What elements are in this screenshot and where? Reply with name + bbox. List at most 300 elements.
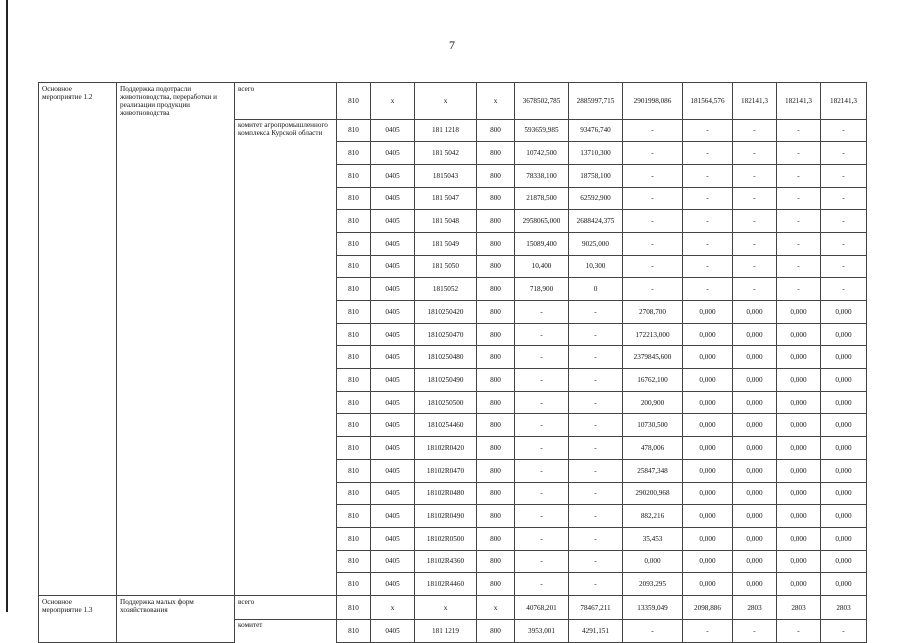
value-cell: 593659,985 (515, 119, 569, 142)
table-row (39, 232, 867, 255)
table-row (39, 142, 867, 165)
value-cell: 0,000 (733, 482, 777, 505)
activity-title-cell (117, 437, 235, 460)
activity-title-cell: Поддержка подотрасли животноводства, переработки и реализации продукции животноводства (117, 83, 235, 120)
table-row (39, 620, 867, 643)
value-cell: 810 (337, 414, 371, 437)
table-row (39, 83, 867, 120)
value-cell: 0,000 (733, 346, 777, 369)
source-cell (235, 437, 337, 460)
value-cell: 0,000 (821, 346, 867, 369)
value-cell: 182141,3 (777, 83, 821, 120)
source-cell (235, 210, 337, 233)
value-cell: 40768,201 (515, 596, 569, 620)
value-cell: - (777, 620, 821, 643)
value-cell: 181 5042 (415, 142, 477, 165)
value-cell: 0,000 (777, 437, 821, 460)
value-cell: - (777, 142, 821, 165)
value-cell: - (733, 187, 777, 210)
value-cell: - (683, 255, 733, 278)
value-cell: 0405 (371, 187, 415, 210)
activity-label-cell (39, 527, 117, 550)
value-cell: 2901998,086 (623, 83, 683, 120)
table-row (39, 414, 867, 437)
value-cell: 810 (337, 232, 371, 255)
value-cell: 2708,700 (623, 301, 683, 324)
value-cell: 1810250500 (415, 391, 477, 414)
value-cell: 0405 (371, 164, 415, 187)
value-cell: 0405 (371, 459, 415, 482)
source-cell (235, 550, 337, 573)
value-cell: - (569, 346, 623, 369)
value-cell: 0,000 (821, 391, 867, 414)
value-cell: 0405 (371, 527, 415, 550)
value-cell: - (777, 119, 821, 142)
activity-label-cell (39, 278, 117, 301)
value-cell: - (733, 119, 777, 142)
activity-title-cell (117, 482, 235, 505)
value-cell: 0,000 (821, 369, 867, 392)
value-cell: 3678502,785 (515, 83, 569, 120)
table-body (39, 83, 867, 643)
value-cell: 0,000 (777, 346, 821, 369)
value-cell: - (777, 232, 821, 255)
activity-label-cell: Основное мероприятие 1.2 (39, 83, 117, 120)
value-cell: 0 (569, 278, 623, 301)
source-cell (235, 301, 337, 324)
activity-title-cell (117, 459, 235, 482)
source-cell (235, 573, 337, 596)
value-cell: 718,900 (515, 278, 569, 301)
budget-table (38, 82, 867, 643)
value-cell: - (821, 255, 867, 278)
value-cell: - (569, 437, 623, 460)
value-cell: 810 (337, 620, 371, 643)
value-cell: - (623, 278, 683, 301)
source-cell (235, 482, 337, 505)
value-cell: 10742,500 (515, 142, 569, 165)
value-cell: 93476,740 (569, 119, 623, 142)
value-cell: 172213,000 (623, 323, 683, 346)
value-cell: 0,000 (623, 550, 683, 573)
activity-title-cell (117, 391, 235, 414)
value-cell: 200,900 (623, 391, 683, 414)
value-cell: 9025,000 (569, 232, 623, 255)
source-cell: всего (235, 596, 337, 620)
value-cell: 2803 (733, 596, 777, 620)
value-cell: - (569, 323, 623, 346)
value-cell: 800 (477, 437, 515, 460)
value-cell: - (777, 210, 821, 233)
value-cell: 13359,049 (623, 596, 683, 620)
value-cell: 0,000 (683, 573, 733, 596)
table-row (39, 164, 867, 187)
value-cell: 0,000 (821, 573, 867, 596)
value-cell: 0405 (371, 142, 415, 165)
value-cell: 0,000 (777, 550, 821, 573)
value-cell: 0,000 (683, 414, 733, 437)
value-cell: 0,000 (683, 369, 733, 392)
value-cell: 810 (337, 596, 371, 620)
value-cell: - (569, 527, 623, 550)
value-cell: - (683, 278, 733, 301)
value-cell: 0405 (371, 505, 415, 528)
value-cell: - (777, 164, 821, 187)
value-cell: 800 (477, 369, 515, 392)
value-cell: 181 1218 (415, 119, 477, 142)
value-cell: 1815052 (415, 278, 477, 301)
table-row (39, 278, 867, 301)
value-cell: - (569, 414, 623, 437)
value-cell: 800 (477, 164, 515, 187)
value-cell: - (515, 550, 569, 573)
value-cell: 810 (337, 164, 371, 187)
value-cell: 0,000 (683, 459, 733, 482)
value-cell: - (569, 550, 623, 573)
value-cell: 800 (477, 301, 515, 324)
value-cell: 18102R0470 (415, 459, 477, 482)
value-cell: - (623, 620, 683, 643)
value-cell: 810 (337, 119, 371, 142)
value-cell: 0,000 (683, 323, 733, 346)
value-cell: 0,000 (777, 527, 821, 550)
source-cell (235, 164, 337, 187)
activity-title-cell (117, 301, 235, 324)
value-cell: 0,000 (733, 391, 777, 414)
value-cell: 810 (337, 437, 371, 460)
value-cell: 0,000 (821, 414, 867, 437)
table-row (39, 437, 867, 460)
value-cell: 810 (337, 369, 371, 392)
activity-title-cell (117, 255, 235, 278)
value-cell: 810 (337, 573, 371, 596)
value-cell: 0,000 (777, 459, 821, 482)
value-cell: - (777, 255, 821, 278)
table-row (39, 459, 867, 482)
value-cell: 810 (337, 346, 371, 369)
value-cell: 0,000 (821, 482, 867, 505)
value-cell: 15089,400 (515, 232, 569, 255)
source-cell (235, 369, 337, 392)
value-cell: 18102R0490 (415, 505, 477, 528)
value-cell: 0,000 (821, 459, 867, 482)
value-cell: х (371, 596, 415, 620)
value-cell: 181 5048 (415, 210, 477, 233)
value-cell: 810 (337, 323, 371, 346)
value-cell: 2688424,375 (569, 210, 623, 233)
value-cell: 800 (477, 232, 515, 255)
activity-title-cell (117, 505, 235, 528)
value-cell: - (515, 369, 569, 392)
activity-label-cell (39, 369, 117, 392)
table-row (39, 391, 867, 414)
value-cell: 800 (477, 550, 515, 573)
activity-label-cell (39, 164, 117, 187)
activity-label-cell (39, 255, 117, 278)
value-cell: - (623, 164, 683, 187)
source-cell (235, 323, 337, 346)
value-cell: - (569, 505, 623, 528)
value-cell: 1810250420 (415, 301, 477, 324)
value-cell: 181 1219 (415, 620, 477, 643)
value-cell: 0405 (371, 437, 415, 460)
value-cell: - (515, 437, 569, 460)
value-cell: - (623, 142, 683, 165)
value-cell: - (821, 278, 867, 301)
value-cell: - (733, 232, 777, 255)
value-cell: 0,000 (683, 301, 733, 324)
value-cell: 810 (337, 255, 371, 278)
value-cell: 0,000 (733, 527, 777, 550)
activity-title-cell (117, 323, 235, 346)
value-cell: 10,400 (515, 255, 569, 278)
value-cell: - (733, 255, 777, 278)
value-cell: - (683, 142, 733, 165)
value-cell: 0405 (371, 369, 415, 392)
value-cell: 0,000 (821, 323, 867, 346)
value-cell: 810 (337, 482, 371, 505)
value-cell: х (477, 596, 515, 620)
table-row (39, 527, 867, 550)
table-row (39, 550, 867, 573)
value-cell: - (623, 210, 683, 233)
page-margin-line (6, 0, 8, 612)
value-cell: - (821, 210, 867, 233)
value-cell: - (569, 391, 623, 414)
value-cell: 810 (337, 142, 371, 165)
table-row (39, 482, 867, 505)
activity-title-cell (117, 369, 235, 392)
value-cell: 13710,300 (569, 142, 623, 165)
value-cell: 181 5050 (415, 255, 477, 278)
activity-label-cell (39, 573, 117, 596)
value-cell: 810 (337, 459, 371, 482)
value-cell: 0,000 (777, 573, 821, 596)
value-cell: х (415, 83, 477, 120)
table-row (39, 119, 867, 142)
value-cell: 0,000 (683, 505, 733, 528)
source-cell: всего (235, 83, 337, 120)
value-cell: 4291,151 (569, 620, 623, 643)
activity-label-cell (39, 505, 117, 528)
value-cell: 0405 (371, 301, 415, 324)
value-cell: 0,000 (777, 414, 821, 437)
value-cell: 2803 (777, 596, 821, 620)
value-cell: 810 (337, 527, 371, 550)
value-cell: 800 (477, 255, 515, 278)
value-cell: - (569, 482, 623, 505)
value-cell: 882,216 (623, 505, 683, 528)
table-row (39, 505, 867, 528)
value-cell: 0,000 (821, 505, 867, 528)
value-cell: 0,000 (777, 323, 821, 346)
activity-label-cell (39, 187, 117, 210)
value-cell: 18102R0500 (415, 527, 477, 550)
table-row (39, 255, 867, 278)
value-cell: 182141,3 (733, 83, 777, 120)
value-cell: 800 (477, 573, 515, 596)
activity-label-cell (39, 620, 117, 643)
value-cell: 800 (477, 620, 515, 643)
value-cell: - (821, 620, 867, 643)
activity-title-cell (117, 550, 235, 573)
value-cell: 1815043 (415, 164, 477, 187)
value-cell: - (569, 573, 623, 596)
activity-label-cell (39, 550, 117, 573)
value-cell: 0,000 (733, 573, 777, 596)
value-cell: 2885997,715 (569, 83, 623, 120)
value-cell: - (515, 346, 569, 369)
activity-label-cell (39, 232, 117, 255)
value-cell: 18102R0480 (415, 482, 477, 505)
value-cell: - (821, 164, 867, 187)
value-cell: 0405 (371, 323, 415, 346)
table-row (39, 210, 867, 233)
activity-label-cell (39, 119, 117, 142)
value-cell: 0405 (371, 550, 415, 573)
activity-label-cell (39, 414, 117, 437)
value-cell: 0405 (371, 278, 415, 301)
value-cell: 0,000 (733, 459, 777, 482)
value-cell: 0,000 (821, 437, 867, 460)
activity-title-cell (117, 414, 235, 437)
value-cell: 78467,211 (569, 596, 623, 620)
value-cell: - (623, 119, 683, 142)
value-cell: 0405 (371, 573, 415, 596)
value-cell: 21878,500 (515, 187, 569, 210)
value-cell: 62592,900 (569, 187, 623, 210)
source-cell (235, 459, 337, 482)
activity-label-cell (39, 301, 117, 324)
value-cell: 2098,886 (683, 596, 733, 620)
value-cell: 0,000 (683, 437, 733, 460)
value-cell: 0,000 (821, 550, 867, 573)
value-cell: - (623, 255, 683, 278)
value-cell: 0,000 (777, 505, 821, 528)
value-cell: - (733, 164, 777, 187)
activity-title-cell (117, 278, 235, 301)
value-cell: 18758,100 (569, 164, 623, 187)
table-row (39, 301, 867, 324)
value-cell: 800 (477, 210, 515, 233)
activity-label-cell (39, 346, 117, 369)
activity-title-cell (117, 346, 235, 369)
activity-title-cell (117, 164, 235, 187)
table-row (39, 346, 867, 369)
value-cell: 1810250470 (415, 323, 477, 346)
table-row (39, 323, 867, 346)
activity-label-cell (39, 210, 117, 233)
activity-label-cell (39, 482, 117, 505)
value-cell: - (623, 232, 683, 255)
value-cell: - (821, 142, 867, 165)
value-cell: - (683, 187, 733, 210)
value-cell: 478,006 (623, 437, 683, 460)
value-cell: - (683, 210, 733, 233)
activity-label-cell (39, 459, 117, 482)
value-cell: 810 (337, 505, 371, 528)
value-cell: 1810254460 (415, 414, 477, 437)
value-cell: 290200,968 (623, 482, 683, 505)
value-cell: - (777, 187, 821, 210)
value-cell: 0,000 (821, 301, 867, 324)
activity-label-cell (39, 437, 117, 460)
value-cell: 800 (477, 482, 515, 505)
value-cell: 0,000 (733, 437, 777, 460)
value-cell: 800 (477, 391, 515, 414)
value-cell: - (733, 142, 777, 165)
value-cell: - (515, 482, 569, 505)
value-cell: 18102R0420 (415, 437, 477, 460)
value-cell: 182141,3 (821, 83, 867, 120)
value-cell: 1810250490 (415, 369, 477, 392)
value-cell: 0,000 (733, 505, 777, 528)
value-cell: 0405 (371, 232, 415, 255)
value-cell: 800 (477, 459, 515, 482)
value-cell: 35,453 (623, 527, 683, 550)
value-cell: 810 (337, 301, 371, 324)
source-cell (235, 232, 337, 255)
value-cell: 0,000 (683, 550, 733, 573)
activity-title-cell (117, 573, 235, 596)
value-cell: - (515, 414, 569, 437)
value-cell: 0,000 (821, 527, 867, 550)
value-cell: 0405 (371, 391, 415, 414)
value-cell: - (733, 620, 777, 643)
value-cell: 2958065,000 (515, 210, 569, 233)
value-cell: 0,000 (733, 414, 777, 437)
value-cell: - (515, 459, 569, 482)
value-cell: 800 (477, 187, 515, 210)
source-cell: комитет (235, 620, 337, 643)
value-cell: 810 (337, 278, 371, 301)
value-cell: 800 (477, 278, 515, 301)
value-cell: 16762,100 (623, 369, 683, 392)
activity-title-cell: Поддержка малых форм хозяйствования (117, 596, 235, 620)
table-row (39, 369, 867, 392)
value-cell: 800 (477, 323, 515, 346)
value-cell: 2093,295 (623, 573, 683, 596)
source-cell (235, 391, 337, 414)
value-cell: - (733, 210, 777, 233)
value-cell: 10,300 (569, 255, 623, 278)
source-cell (235, 278, 337, 301)
value-cell: х (371, 83, 415, 120)
value-cell: - (515, 573, 569, 596)
value-cell: 78338,100 (515, 164, 569, 187)
value-cell: - (569, 369, 623, 392)
value-cell: - (683, 164, 733, 187)
value-cell: 810 (337, 83, 371, 120)
value-cell: 810 (337, 210, 371, 233)
source-cell: комитет агропромышленного комплекса Курской области (235, 119, 337, 142)
value-cell: 18102R4360 (415, 550, 477, 573)
value-cell: 0,000 (777, 482, 821, 505)
source-cell (235, 505, 337, 528)
page-number: 7 (449, 38, 455, 52)
value-cell: - (821, 232, 867, 255)
activity-label-cell (39, 323, 117, 346)
value-cell: 181564,576 (683, 83, 733, 120)
value-cell: - (683, 620, 733, 643)
activity-title-cell (117, 142, 235, 165)
value-cell: - (515, 323, 569, 346)
source-cell (235, 346, 337, 369)
value-cell: 0,000 (777, 391, 821, 414)
activity-title-cell (117, 620, 235, 643)
source-cell (235, 142, 337, 165)
value-cell: 18102R4460 (415, 573, 477, 596)
